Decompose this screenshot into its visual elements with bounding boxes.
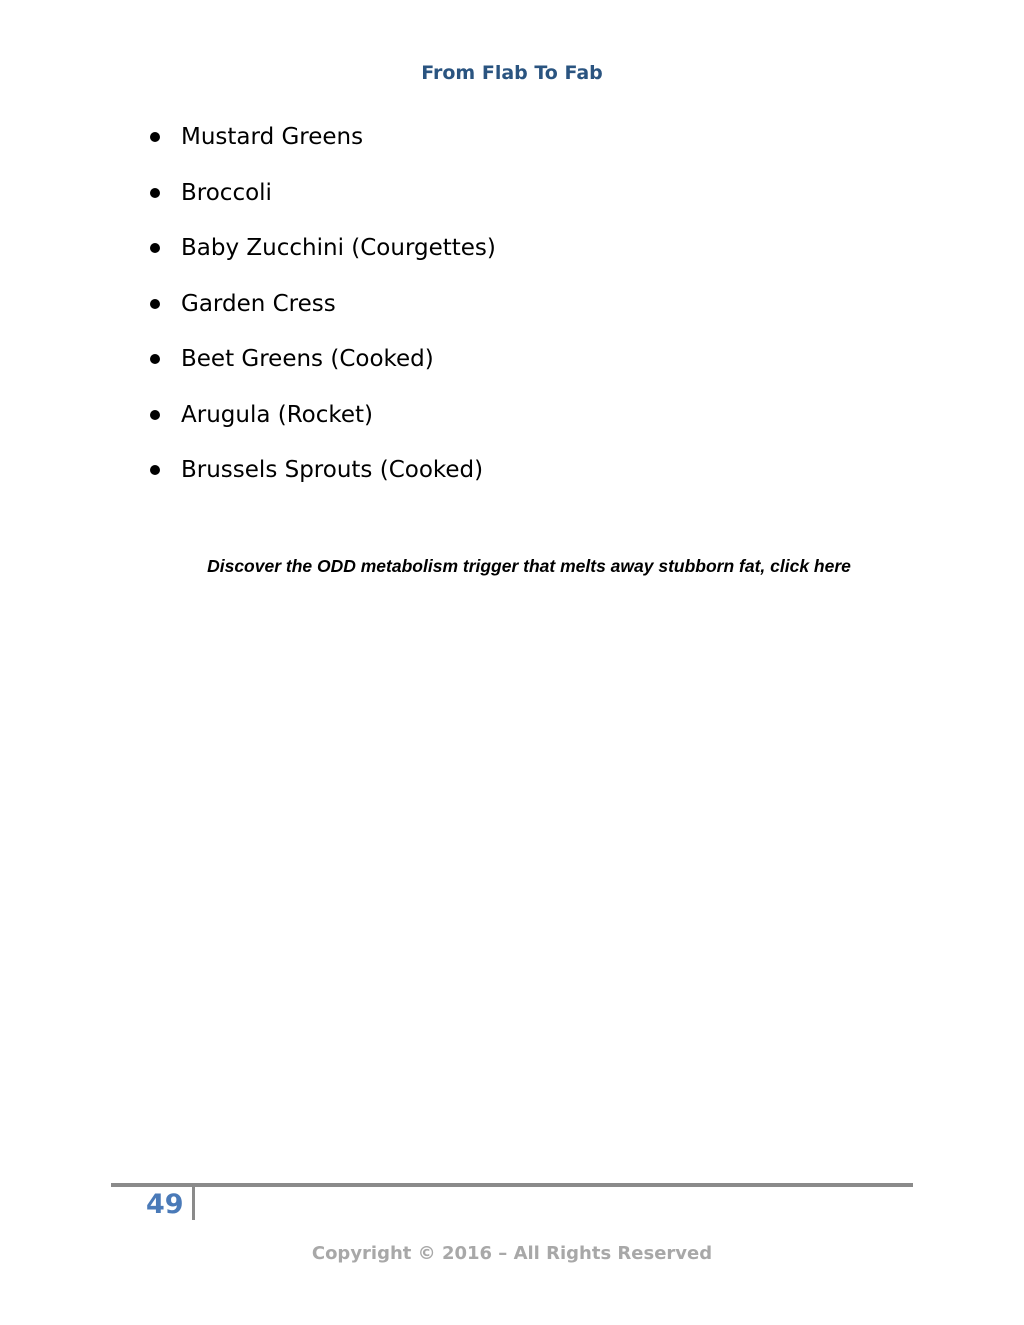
bullet-icon bbox=[150, 354, 160, 364]
footer-rule bbox=[111, 1183, 913, 1187]
bullet-icon bbox=[150, 299, 160, 309]
list-item-label: Mustard Greens bbox=[181, 124, 364, 150]
bullet-icon bbox=[150, 132, 160, 142]
bullet-icon bbox=[150, 243, 160, 253]
running-header-title: From Flab To Fab bbox=[421, 62, 603, 84]
bullet-icon bbox=[150, 188, 160, 198]
list-item-label: Beet Greens (Cooked) bbox=[181, 346, 434, 372]
page-number-divider bbox=[192, 1186, 195, 1220]
copyright-notice: Copyright © 2016 – All Rights Reserved bbox=[311, 1243, 713, 1264]
page-number: 49 bbox=[146, 1189, 184, 1220]
bullet-icon bbox=[150, 465, 160, 475]
list-item-label: Garden Cress bbox=[181, 290, 336, 317]
list-item-label: Brussels Sprouts (Cooked) bbox=[181, 457, 484, 483]
promo-link[interactable]: Discover the ODD metabolism trigger that melts away stubborn fat, click here bbox=[207, 556, 851, 576]
bullet-icon bbox=[150, 410, 160, 420]
list-item-label: Arugula (Rocket) bbox=[181, 401, 374, 428]
list-item-label: Broccoli bbox=[181, 179, 272, 206]
list-item-label: Baby Zucchini (Courgettes) bbox=[181, 235, 496, 261]
